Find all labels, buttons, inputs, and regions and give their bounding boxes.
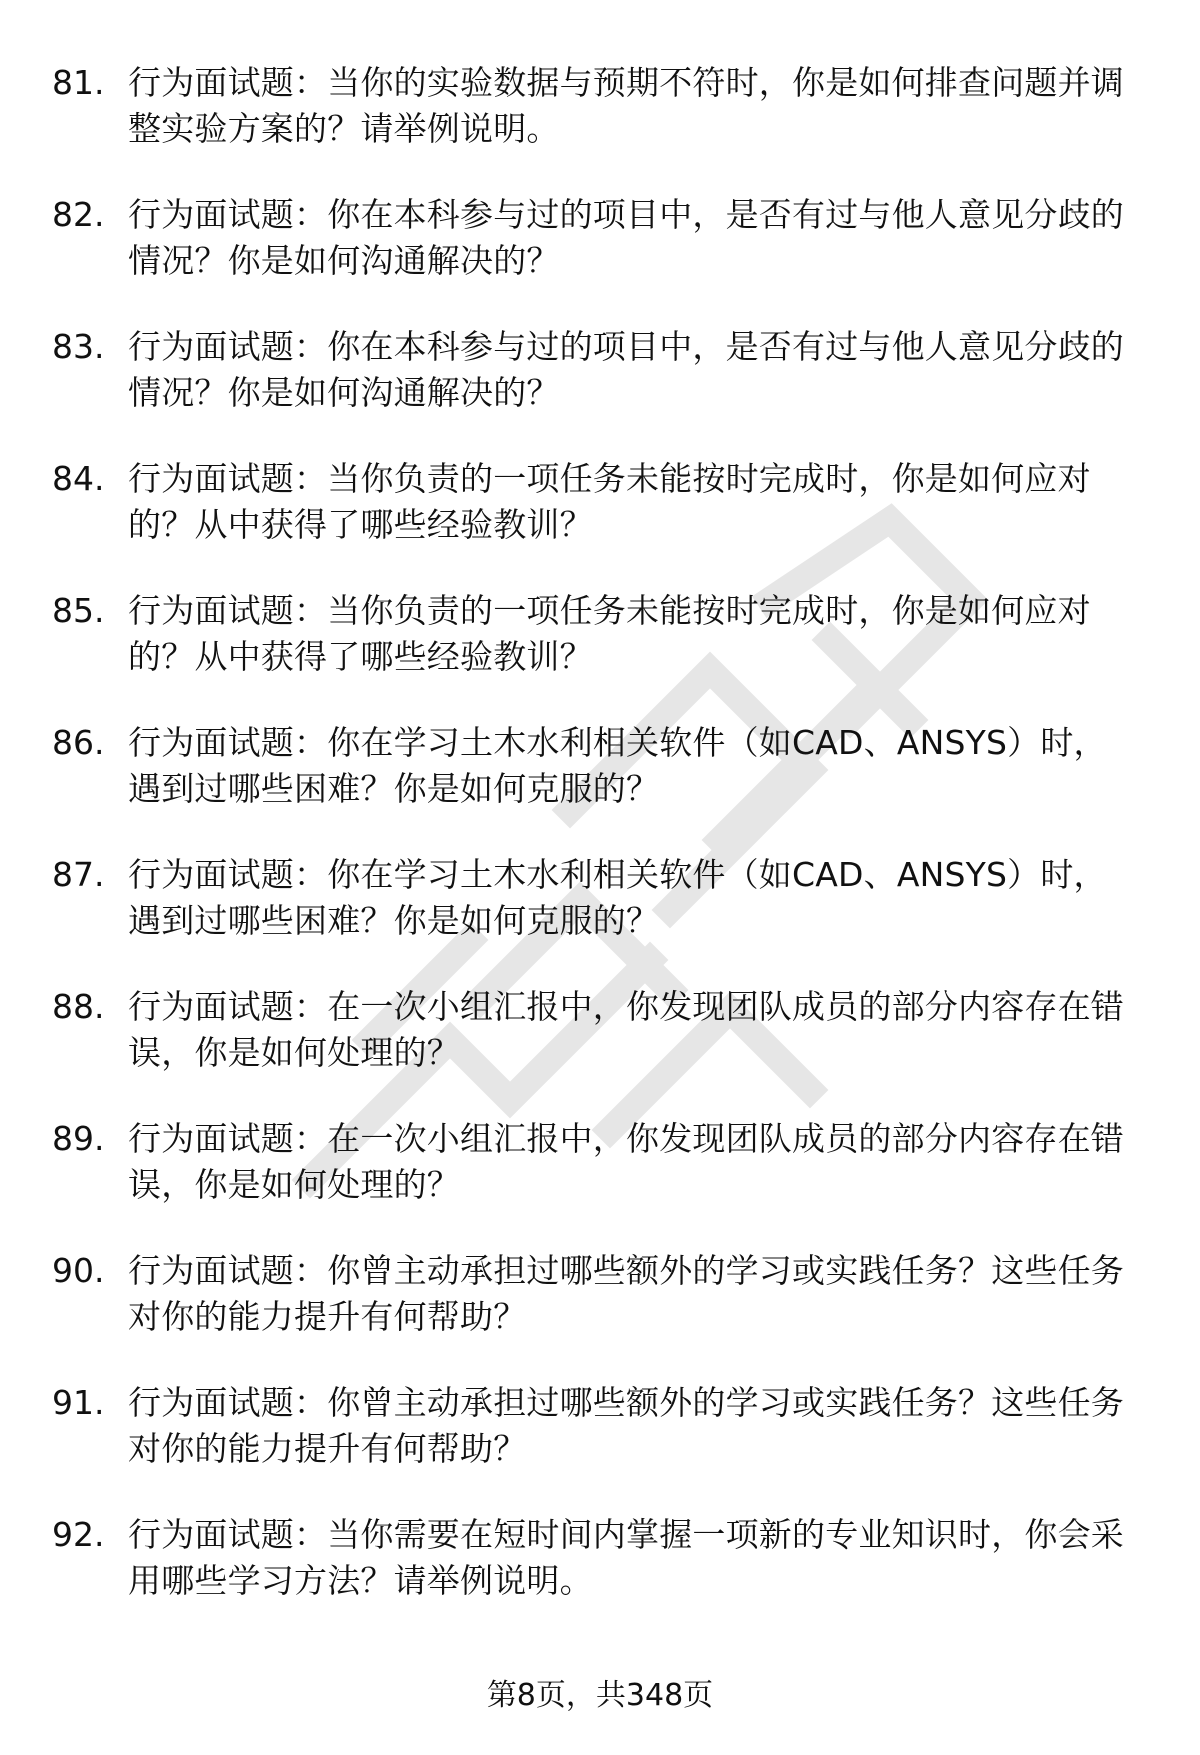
item-number: 83. [52,327,105,366]
list-item [52,588,1142,720]
list-item [52,984,1142,1116]
item-number: 90. [52,1251,105,1290]
item-text: 行为面试题：你在学习土木水利相关软件（如CAD、ANSYS）时，遇到过哪些困难？你是如何克服的？ [128,855,1107,940]
list-item [52,1512,1142,1644]
item-text: 行为面试题：当你负责的一项任务未能按时完成时，你是如何应对的？从中获得了哪些经验教训？ [128,459,1091,544]
list-item [52,1248,1142,1380]
item-number: 84. [52,459,105,498]
item-number: 85. [52,591,105,630]
list-item [52,60,1142,192]
list-item [52,720,1142,852]
item-text: 行为面试题：当你需要在短时间内掌握一项新的专业知识时，你会采用哪些学习方法？请举例说明。 [128,1515,1124,1600]
item-text: 行为面试题：在一次小组汇报中，你发现团队成员的部分内容存在错误，你是如何处理的？ [128,1119,1124,1204]
item-text: 行为面试题：你在学习土木水利相关软件（如CAD、ANSYS）时，遇到过哪些困难？你是如何克服的？ [128,723,1107,808]
item-number: 82. [52,195,105,234]
list-item [52,1380,1142,1512]
item-text: 行为面试题：当你负责的一项任务未能按时完成时，你是如何应对的？从中获得了哪些经验教训？ [128,591,1091,676]
item-number: 91. [52,1383,105,1422]
item-text: 行为面试题：你曾主动承担过哪些额外的学习或实践任务？这些任务对你的能力提升有何帮助？ [128,1251,1124,1336]
item-number: 86. [52,723,105,762]
list-item [52,324,1142,456]
item-text: 行为面试题：你在本科参与过的项目中，是否有过与他人意见分歧的情况？你是如何沟通解决的？ [128,327,1124,412]
item-number: 81. [52,63,105,102]
list-item [52,1116,1142,1248]
list-item [52,456,1142,588]
item-text: 行为面试题：你曾主动承担过哪些额外的学习或实践任务？这些任务对你的能力提升有何帮助？ [128,1383,1124,1468]
list-item [52,192,1142,324]
item-text: 行为面试题：当你的实验数据与预期不符时，你是如何排查问题并调整实验方案的？请举例说明。 [128,63,1124,148]
list-item [52,852,1142,984]
item-number: 92. [52,1515,105,1554]
item-text: 行为面试题：你在本科参与过的项目中，是否有过与他人意见分歧的情况？你是如何沟通解决的？ [128,195,1124,280]
question-list [52,60,1142,1644]
item-number: 88. [52,987,105,1026]
item-number: 89. [52,1119,105,1158]
item-text: 行为面试题：在一次小组汇报中，你发现团队成员的部分内容存在错误，你是如何处理的？ [128,987,1124,1072]
item-number: 87. [52,855,105,894]
page-footer: 第8页，共348页 [486,1678,714,1713]
